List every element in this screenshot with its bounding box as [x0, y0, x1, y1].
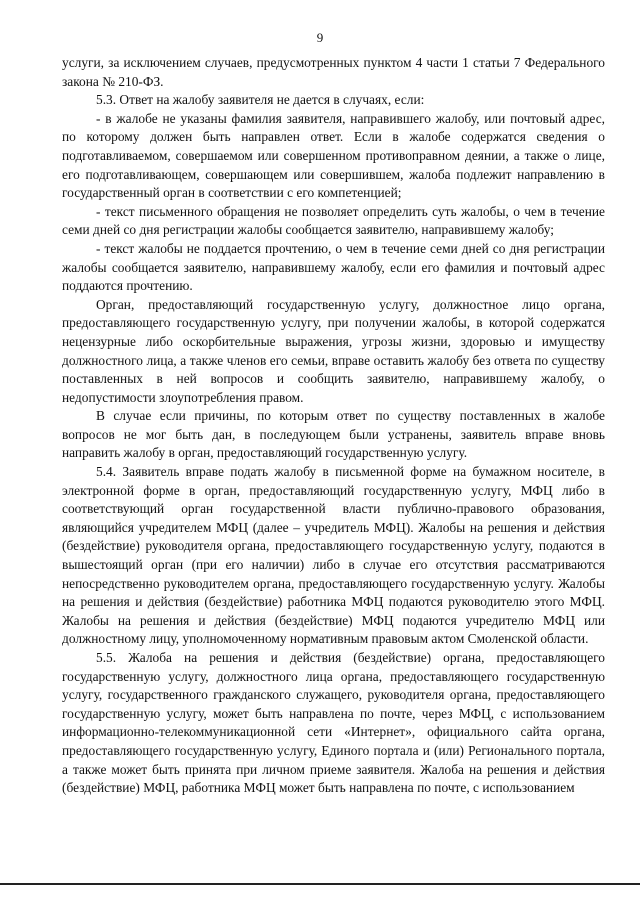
paragraph-5-3-item-3: - текст жалобы не поддается прочтению, о чем в течение семи дней со дня регистрации жалобы сообщается заявителю, направившему жалобу, если его фамилия и почтовый адрес поддаются прочтению.: [62, 240, 605, 294]
paragraph-5-3-item-1: - в жалобе не указаны фамилия заявителя, направившего жалобу, или почтовый адрес, по которому должен быть направлен ответ. Если в жалобе содержатся сведения о подготавливаемом, совершаемом или совершенном противоправном деянии, а также о лице, его подготавливающем, совершающем или совершившем, жалоба подлежит направлению в государственный орган в соответствии с его компетенцией;: [62, 110, 605, 201]
page-number: 9: [316, 30, 324, 45]
paragraph-resubmission: В случае если причины, по которым ответ по существу поставленных в жалобе вопросов не мог быть дан, в последующем были устранены, заявитель вправе вновь направить жалобу в орган, предоставляющий государственную услугу.: [62, 408, 605, 461]
paragraph-5-3-heading: 5.3. Ответ на жалобу заявителя не дается в случаях, если:: [96, 92, 425, 108]
bottom-rule: [0, 883, 640, 885]
paragraph-continuation: услуги, за исключением случаев, предусмотренных пунктом 4 части 1 статьи 7 Федерального закона № 210-ФЗ.: [62, 55, 605, 89]
paragraph-5-3-item-2: - текст письменного обращения не позволяет определить суть жалобы, о чем в течение семи дней со дня регистрации жалобы сообщается заявителю, направившему жалобу;: [62, 203, 605, 238]
paragraph-5-5: 5.5. Жалоба на решения и действия (бездействие) органа, предоставляющего государственную услугу, должностного лица органа, предоставляющего государственную услугу, государственного гражданского служащего, руководителя органа, предоставляющего государственную услугу, может быть направлена по почте, через МФЦ, с использованием информационно-телекоммуникационной сети «Интернет», официального сайта органа, предоставляющего государственную услугу, Единого портала и (или) Регионального портала, а также может быть принята при личном приеме заявителя. Жалоба на решения и действия (бездействие) МФЦ, работника МФЦ может быть направлена по почте, с использованием: [62, 650, 605, 796]
paragraph-5-4: 5.4. Заявитель вправе подать жалобу в письменной форме на бумажном носителе, в электронной форме в орган, предоставляющий государственную услугу, МФЦ либо в соответствующий орган государственной власти публично-правового образования, являющийся учредителем МФЦ (далее – учредитель МФЦ). Жалобы на решения и действия (бездействие) руководителя органа, предоставляющего государственную услугу, подаются в вышестоящий орган (при его наличии) либо в случае его отсутствия рассматриваются непосредственно руководителем органа, предоставляющего государственную услугу. Жалобы на решения и действия (бездействие) работника МФЦ подаются руководителю этого МФЦ. Жалобы на решения и действия (бездействие) МФЦ подаются учредителю МФЦ или должностному лицу, уполномоченному нормативным правовым актом Смоленской области.: [62, 464, 605, 647]
document-body: [62, 54, 605, 798]
paragraph-abusive-complaints: Орган, предоставляющий государственную услугу, должностное лицо органа, предоставляющего государственную услугу, при получении жалобы, в которой содержатся нецензурные либо оскорбительные выражения, угрозы жизни, здоровью и имуществу должностного лица, а также членов его семьи, вправе оставить жалобу без ответа по существу поставленных в ней вопросов и сообщить заявителю, направившему жалобу, о недопустимости злоупотребления правом.: [62, 296, 605, 405]
